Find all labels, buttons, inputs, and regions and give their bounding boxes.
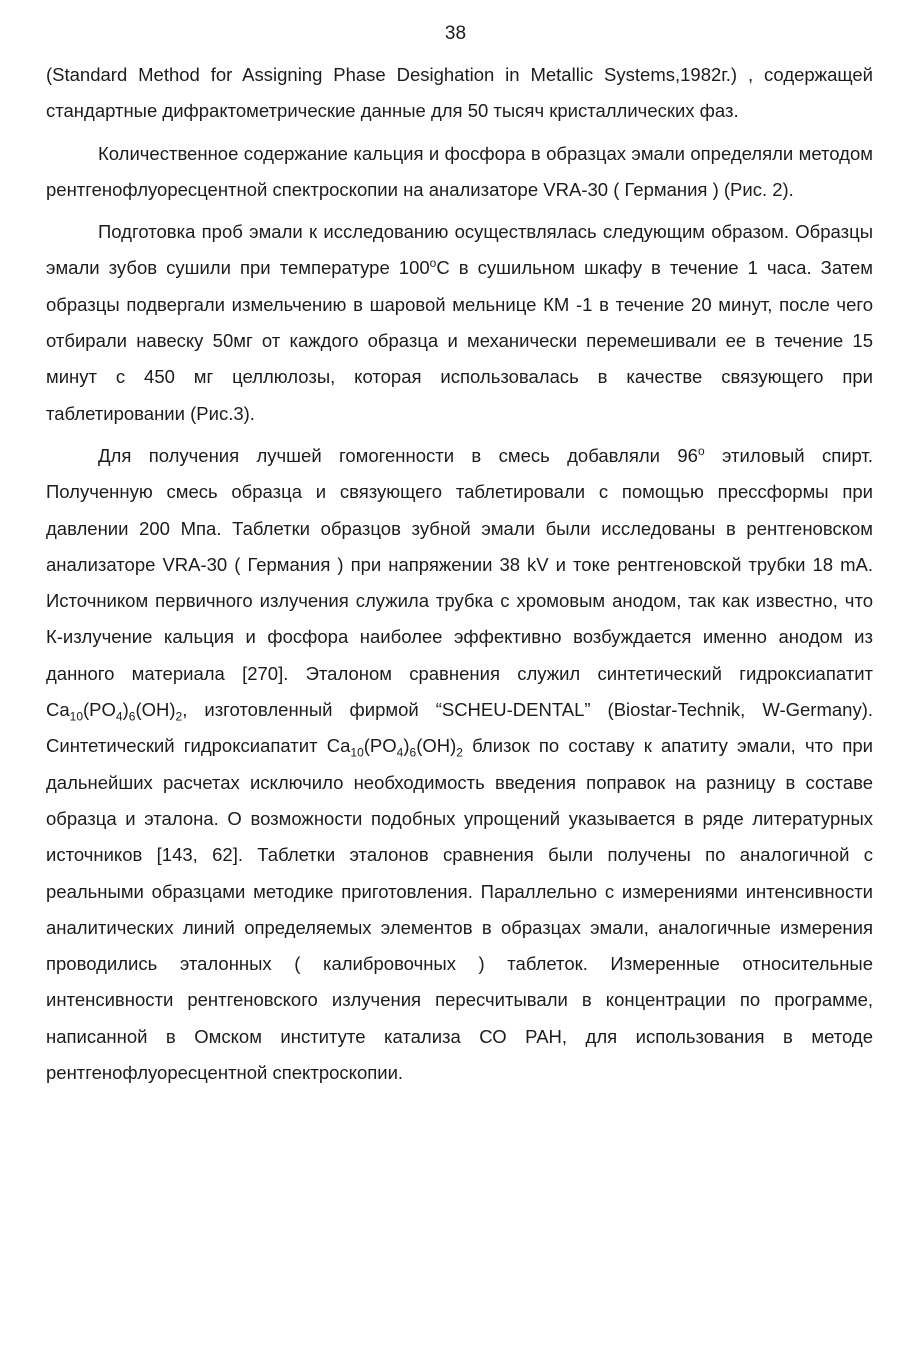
text-segment: Подготовка проб эмали к исследованию осуществлялась следующим образом. Образцы эмали зубов сушили при температуре 100	[46, 221, 873, 279]
text-segment: этиловый спирт. Полученную смесь образца и связующего таблетировали с помощью прессформы при давлении 200 Мпа. Таблетки образцов зубной эмали были исследованы в рентгеновском анализаторе VRA-30 ( Германия ) при напряжении 38 kV и токе рентгеновской трубки 18 mA. Источником первичного излучения служила трубка с хромовым анодом, так как известно, что К-излучение кальция и фосфора наиболее эффективно возбуждается именно анодом из данного материала [270]. Эталоном сравнения служил синтетический гидроксиапатит Ca	[46, 444, 873, 721]
subscript: 10	[350, 746, 364, 761]
paragraph	[46, 57, 873, 130]
subscript: 4	[396, 746, 404, 761]
paragraph	[46, 136, 873, 209]
superscript: o	[429, 256, 437, 271]
subscript: 2	[456, 746, 463, 761]
subscript: 6	[128, 709, 136, 724]
subscript: 6	[409, 746, 417, 761]
text-segment: Для получения лучшей гомогенности в смесь добавляли 96	[98, 444, 698, 466]
text-segment: Количественное содержание кальция и фосфора в образцах эмали определяли методом рентгенофлуоресцентной спектроскопии на анализаторе VRA-30 ( Германия ) (Рис. 2).	[46, 142, 873, 200]
text-segment: )	[403, 735, 410, 757]
subscript: 10	[69, 709, 84, 724]
text-segment: близок по составу к апатиту эмали, что при дальнейших расчетах исключило необходимость введения поправок на разницу в составе образца и эталона. О возможности подобных упрощений указывается в ряде литературных источников [143, 62]. Таблетки эталонов сравнения были получены по аналогичной с реальными образцами методике приготовления. Параллельно с измерениями интенсивности аналитических линий определяемых элементов в образцах эмали, аналогичные измерения проводились эталонных ( калибровочных ) таблеток. Измеренные относительные интенсивности рентгеновского излучения пересчитывали в концентрации по программе, написанной в Омском институте катализа СО РАН, для использования в методе рентгенофлуоресцентной спектроскопии.	[46, 735, 873, 1084]
text-segment: )	[122, 699, 129, 721]
text-segment: (PO	[83, 699, 116, 721]
subscript: 4	[115, 709, 123, 724]
text-segment: С в сушильном шкафу в течение 1 часа. Затем образцы подвергали измельчению в шаровой мельнице КМ -1 в течение 20 минут, после чего отбирали навеску 50мг от каждого образца и механически перемешивали ее в течение 15 минут с 450 мг целлюлозы, которая использовалась в качестве связующего при таблетировании (Рис.3).	[46, 257, 873, 424]
body-text	[46, 57, 873, 1097]
text-segment: (OH)	[416, 735, 457, 757]
text-segment: (OH)	[135, 699, 176, 721]
paragraph	[46, 438, 873, 1091]
paragraph	[46, 214, 873, 432]
superscript: o	[697, 443, 705, 458]
subscript: 2	[175, 709, 183, 724]
text-segment: , изготовленный фирмой “SCHEU-DENTAL” (Biostar-Technik, W-Germany). Синтетический гидроксиапатит Ca	[46, 699, 873, 757]
text-segment: (PO	[363, 735, 397, 757]
page-number: 38	[444, 23, 467, 44]
text-segment: (Standard Method for Assigning Phase Desighation in Metallic Systems,1982г.) , содержащей стандартные дифрактометрические данные для 50 тысяч кристаллических фаз.	[46, 64, 873, 122]
